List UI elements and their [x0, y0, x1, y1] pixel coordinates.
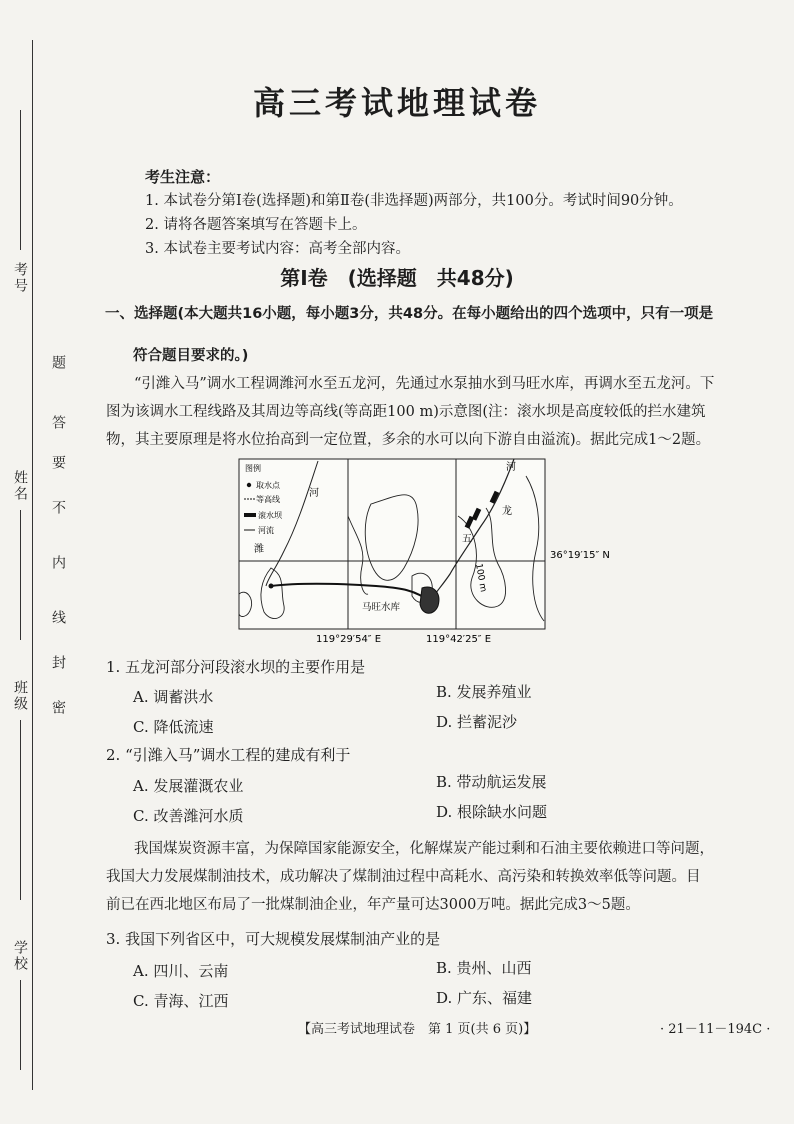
seal-char: 要 — [50, 455, 66, 471]
legend-item: 等高线 — [256, 495, 280, 504]
q1-option-a: A. 调蓄洪水 — [133, 688, 214, 706]
xingming-label: 姓名 — [12, 470, 28, 502]
seal-char: 封 — [50, 655, 66, 671]
notice-item: 3. 本试卷主要考试内容：高考全部内容。 — [145, 241, 410, 257]
dam-icon — [244, 513, 256, 517]
seal-char: 内 — [50, 555, 66, 571]
part1-heading-line2: 符合题目要求的。) — [133, 348, 249, 364]
q3-option-a: A. 四川、云南 — [133, 962, 229, 980]
map-label-wu: 五 — [462, 534, 472, 545]
notice-item: 1. 本试卷分第Ⅰ卷(选择题)和第Ⅱ卷(非选择题)两部分，共100分。考试时间90分钟。 — [145, 193, 683, 209]
latitude-label: 36°19′15″ N — [550, 550, 610, 561]
footer-code: · 21－11－194C · — [660, 1022, 771, 1037]
section-name: 第Ⅰ卷 — [280, 266, 328, 290]
q2-option-a: A. 发展灌溉农业 — [133, 777, 244, 795]
section-points: 共48分) — [436, 266, 514, 290]
q2-option-c: C. 改善潍河水质 — [133, 807, 244, 825]
legend-title: 图例 — [245, 464, 261, 473]
seal-char: 线 — [50, 610, 66, 626]
seal-char: 题 — [50, 355, 66, 371]
banji-blank — [20, 720, 21, 900]
water-diversion-map — [236, 456, 756, 646]
map-label-he: 河 — [309, 488, 319, 499]
xuexiao-label: 学校 — [12, 940, 28, 972]
q1-option-d: D. 拦蓄泥沙 — [436, 713, 518, 731]
q1-option-b: B. 发展养殖业 — [436, 683, 532, 701]
part1-heading-bold: 一、选择题(本大题共16小题，每小题3分，共48分。 — [105, 306, 453, 322]
intake-point — [269, 584, 274, 589]
question-3-stem: 3. 我国下列省区中，可大规模发展煤制油产业的是 — [106, 930, 441, 948]
passage-line: 我国大力发展煤制油技术，成功解决了煤制油过程中高耗水、高污染和转换效率低等问题。目 — [106, 869, 701, 885]
passage-2 — [106, 835, 756, 919]
intake-point-icon — [247, 483, 251, 487]
section-type: (选择题 — [347, 266, 417, 290]
xingming-blank — [20, 510, 21, 640]
map-label-wei: 潍 — [254, 544, 264, 555]
passage-line: 图为该调水工程线路及其周边等高线(等高距100 m)示意图(注：滚水坝是高度较低的拦水建筑 — [106, 404, 706, 420]
binding-margin-line — [32, 40, 33, 1090]
legend-item: 滚水坝 — [258, 511, 282, 520]
q1-option-c: C. 降低流速 — [133, 718, 214, 736]
map-label-he: 河 — [506, 462, 516, 473]
kaohao-blank — [20, 110, 21, 250]
mawang-reservoir — [420, 587, 439, 613]
q3-option-c: C. 青海、江西 — [133, 992, 229, 1010]
q3-option-d: D. 广东、福建 — [436, 989, 533, 1007]
seal-char: 答 — [50, 415, 66, 431]
notice-item: 2. 请将各题答案填写在答题卡上。 — [145, 217, 367, 233]
section-title — [0, 262, 794, 291]
longitude-label-left: 119°29′54″ E — [316, 634, 382, 645]
part1-heading — [105, 300, 755, 328]
footer-page-info: 【高三考试地理试卷 第 1 页(共 6 页)】 — [298, 1022, 537, 1037]
seal-char: 不 — [50, 500, 66, 516]
q3-option-b: B. 贵州、山西 — [436, 959, 532, 977]
kaohao-label: 考号 — [12, 262, 28, 294]
question-1-stem: 1. 五龙河部分河段滚水坝的主要作用是 — [106, 658, 366, 676]
q2-option-b: B. 带动航运发展 — [436, 773, 547, 791]
seal-char: 密 — [50, 700, 66, 716]
passage-line: 物，其主要原理是将水位抬高到一定位置，多余的水可以向下游自由溢流)。据此完成1～2题。 — [106, 432, 711, 448]
part1-heading-rest: 在每小题给出的四个选项中，只有一项是 — [452, 306, 714, 322]
notice-block — [145, 165, 683, 261]
page-title: 高三考试地理试卷 — [252, 84, 541, 122]
map-label-reservoir: 马旺水库 — [362, 602, 401, 613]
passage-line: “引潍入马”调水工程调潍河水至五龙河，先通过水泵抽水到马旺水库，再调水至五龙河。下 — [134, 376, 715, 392]
q2-option-d: D. 根除缺水问题 — [436, 803, 548, 821]
xuexiao-blank — [20, 980, 21, 1070]
legend-item: 取水点 — [256, 481, 280, 490]
longitude-label-right: 119°42′25″ E — [426, 634, 492, 645]
notice-heading: 考生注意： — [145, 168, 221, 186]
passage-line: 我国煤炭资源丰富，为保障国家能源安全，化解煤炭产能过剩和石油主要依赖进口等问题， — [134, 841, 714, 857]
passage-1 — [106, 370, 756, 454]
passage-line: 前已在西北地区布局了一批煤制油企业，年产量可达3000万吨。据此完成3～5题。 — [106, 897, 640, 913]
question-2-stem: 2. “引潍入马”调水工程的建成有利于 — [106, 746, 351, 764]
map-label-long: 龙 — [502, 506, 512, 517]
legend-item: 河流 — [258, 526, 274, 535]
banji-label: 班级 — [12, 680, 28, 712]
map-label-contour: 100 m — [473, 562, 488, 593]
